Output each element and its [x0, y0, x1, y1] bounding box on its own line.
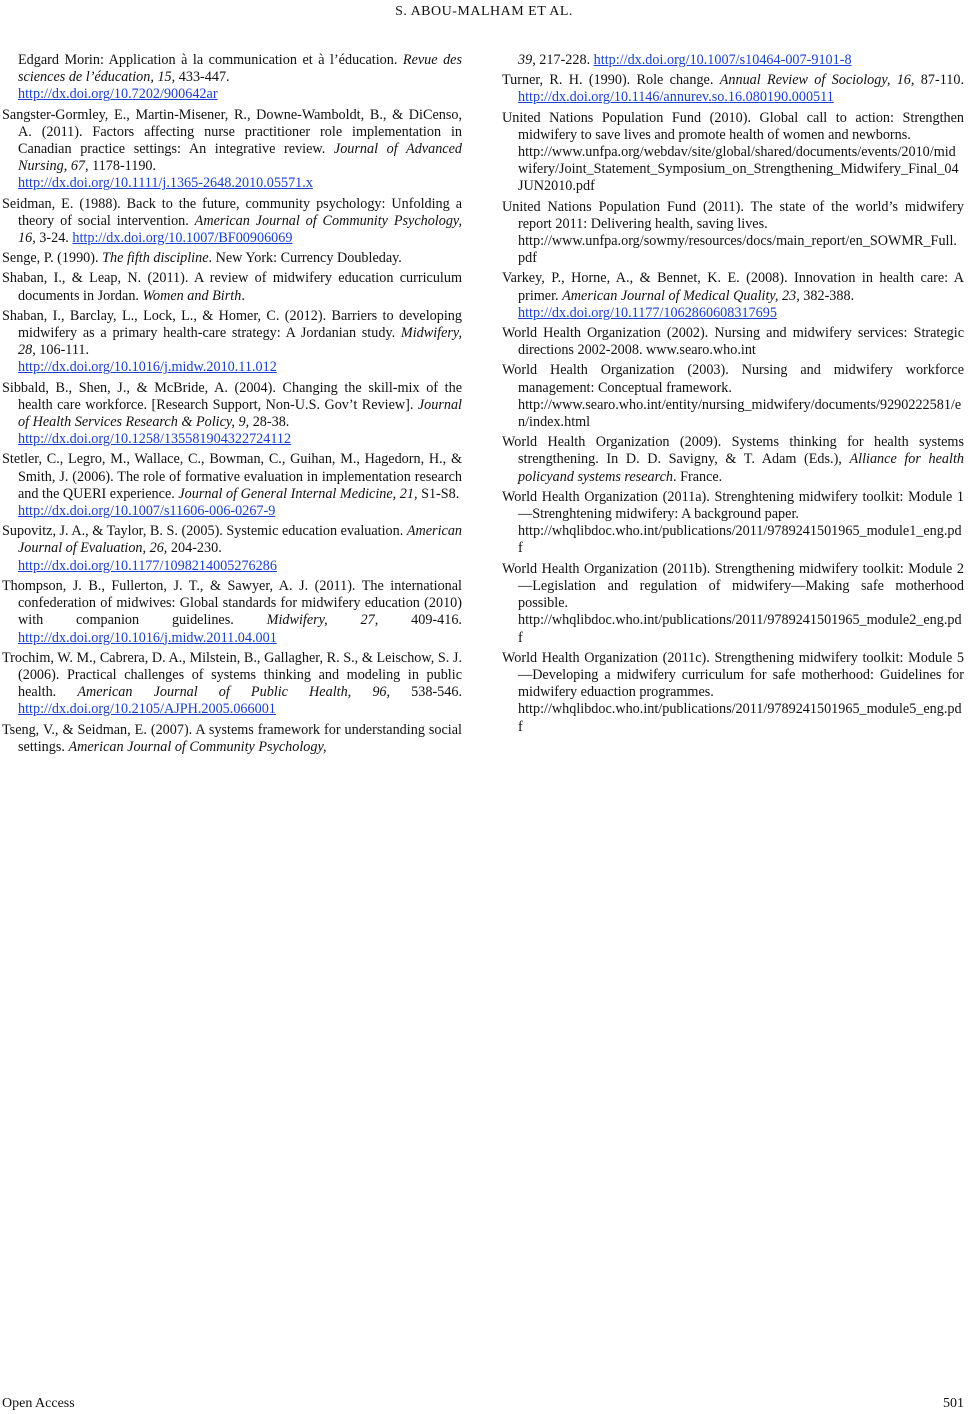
- doi-link[interactable]: http://dx.doi.org/10.1258/135581904322724112: [18, 431, 292, 448]
- doi-link[interactable]: http://dx.doi.org/10.7202/900642ar: [18, 86, 218, 103]
- footer-open-access: Open Access: [2, 1396, 75, 1411]
- reference-list-left: [2, 52, 462, 759]
- doi-link[interactable]: http://dx.doi.org/10.1016/j.midw.2011.04.001: [18, 629, 277, 646]
- running-head: S. ABOU-MALHAM ET AL.: [395, 4, 573, 19]
- reference-item: Trochim, W. M., Cabrera, D. A., Milstein, B., Gallagher, R. S., & Leischow, S. J. (2006). Practical challenges of systems thinking and modeling in public health. American Journal of Public Health, 96, 538-546. http://dx.doi.org/10.2105/AJPH.2005.066001: [2, 649, 462, 718]
- doi-link[interactable]: http://dx.doi.org/10.1007/BF00906069: [72, 230, 293, 247]
- page-number: 501: [943, 1396, 964, 1411]
- doi-link[interactable]: http://dx.doi.org/10.1146/annurev.so.16.080190.000511: [518, 89, 834, 106]
- reference-item: Shaban, I., Barclay, L., Lock, L., & Homer, C. (2012). Barriers to developing midwifery as a primary health-care strategy: A Jordanian study. Midwifery, 28, 106-111. http://dx.doi.org/10.1016/j.midw.2010.11.012: [2, 307, 462, 376]
- reference-item: World Health Organization (2011a). Strenghtening midwifery toolkit: Module 1—Strenghtening midwifery: A background paper. http://whqlibdoc.who.int/publications/2011/9789241501965_module1_eng.pdf: [502, 488, 964, 557]
- url-text: http://whqlibdoc.who.int/publications/2011/9789241501965_module5_eng.pdf: [518, 701, 962, 735]
- reference-item: Varkey, P., Horne, A., & Bennet, K. E. (2008). Innovation in health care: A primer. American Journal of Medical Quality, 23, 382-388. http://dx.doi.org/10.1177/1062860608317695: [502, 270, 964, 321]
- doi-link[interactable]: http://dx.doi.org/10.1016/j.midw.2010.11.012: [18, 359, 277, 376]
- reference-item: World Health Organization (2011b). Strengthening midwifery toolkit: Module 2—Legislation and regulation of midwifery—Making safe motherhood possible. http://whqlibdoc.who.int/publications/2011/9789241501965_module2_eng.pdf: [502, 560, 964, 646]
- reference-item: Sangster-Gormley, E., Martin-Misener, R., Downe-Wamboldt, B., & DiCenso, A. (2011). Factors affecting nurse practitioner role implementation in Canadian practice settings: An integrative review. Journal of Advanced Nursing, 67, 1178-1190. http://dx.doi.org/10.1111/j.1365-2648.2010.05571.x: [2, 106, 462, 192]
- reference-item: Edgard Morin: Application à la communication et à l’éducation. Revue des sciences de l’éducation, 15, 433-447. http://dx.doi.org/10.7202/900642ar: [18, 52, 462, 103]
- reference-item: Turner, R. H. (1990). Role change. Annual Review of Sociology, 16, 87-110. http://dx.doi.org/10.1146/annurev.so.16.080190.000511: [502, 72, 964, 106]
- doi-link[interactable]: http://dx.doi.org/10.1177/1062860608317695: [518, 304, 777, 321]
- url-text: http://www.unfpa.org/webdav/site/global/shared/documents/events/2010/midwifery/Joint_Statement_Symposium_on_Strengthening_Midwifery_Final_04JUN2010.pdf: [518, 144, 959, 195]
- reference-item: United Nations Population Fund (2011). The state of the world’s midwifery report 2011: Delivering health, saving lives. http://www.unfpa.org/sowmy/resources/docs/main_report/en_SOWMR_Full.pdf: [502, 198, 964, 267]
- url-text: http://whqlibdoc.who.int/publications/2011/9789241501965_module1_eng.pdf: [518, 523, 962, 557]
- reference-item: World Health Organization (2009). Systems thinking for health systems strengthening. In D. D. Savigny, & T. Adam (Eds.), Alliance for health policyand systems research. France.: [502, 434, 964, 485]
- reference-item: Shaban, I., & Leap, N. (2011). A review of midwifery education curriculum documents in Jordan. Women and Birth.: [2, 270, 462, 304]
- reference-item: Senge, P. (1990). The fifth discipline. New York: Currency Doubleday.: [2, 250, 402, 267]
- reference-item: World Health Organization (2002). Nursing and midwifery services: Strategic directions 2002-2008. www.searo.who.int: [502, 325, 964, 359]
- doi-link[interactable]: http://dx.doi.org/10.1007/s11606-006-0267-9: [18, 503, 276, 520]
- reference-item: United Nations Population Fund (2010). Global call to action: Strengthen midwifery to save lives and promote health of women and newborns. http://www.unfpa.org/webdav/site/global/shared/documents/events/2010/midwifery/Joint_Statement_Symposium_on_Strengthening_Midwifery_Final_04JUN2010.pdf: [502, 109, 964, 195]
- reference-list-right: [502, 52, 964, 739]
- doi-link[interactable]: http://dx.doi.org/10.1177/1098214005276286: [18, 557, 277, 574]
- reference-item: Tseng, V., & Seidman, E. (2007). A systems framework for understanding social settings. American Journal of Community Psychology,: [2, 721, 462, 755]
- url-text: http://www.unfpa.org/sowmy/resources/docs/main_report/en_SOWMR_Full.pdf: [518, 233, 957, 267]
- url-text: http://www.searo.who.int/entity/nursing_midwifery/documents/9290222581/en/index.html: [518, 396, 962, 431]
- reference-item: Seidman, E. (1988). Back to the future, community psychology: Unfolding a theory of social intervention. American Journal of Community Psychology, 16, 3-24. http://dx.doi.org/10.1007/BF00906069: [2, 195, 462, 247]
- reference-item: World Health Organization (2011c). Strengthening midwifery toolkit: Module 5—Developing a midwifery curriculum for safe motherhood: Guidelines for midwifery eduaction programmes. http://whqlibdoc.who.int/publications/2011/9789241501965_module5_eng.pdf: [502, 649, 964, 735]
- reference-item: Supovitz, J. A., & Taylor, B. S. (2005). Systemic education evaluation. American Journal of Evaluation, 26, 204-230. http://dx.doi.org/10.1177/1098214005276286: [2, 523, 463, 574]
- url-text: http://whqlibdoc.who.int/publications/2011/9789241501965_module2_eng.pdf: [518, 612, 962, 646]
- reference-continuation: 39, 217-228. http://dx.doi.org/10.1007/s10464-007-9101-8: [518, 52, 852, 68]
- reference-item: Thompson, J. B., Fullerton, J. T., & Sawyer, A. J. (2011). The international confederation of midwives: Global standards for midwifery education (2010) with companion guidelines. Midwifery, 27, 409-416. http://dx.doi.org/10.1016/j.midw.2011.04.001: [2, 577, 462, 646]
- reference-item: Sibbald, B., Shen, J., & McBride, A. (2004). Changing the skill-mix of the health care workforce. [Research Support, Non-U.S. Gov’t Review]. Journal of Health Services Research & Policy, 9, 28-38. http://dx.doi.org/10.1258/135581904322724112: [2, 379, 462, 448]
- doi-link[interactable]: http://dx.doi.org/10.2105/AJPH.2005.066001: [18, 701, 276, 718]
- doi-link[interactable]: http://dx.doi.org/10.1111/j.1365-2648.2010.05571.x: [18, 175, 313, 192]
- reference-item: Stetler, C., Legro, M., Wallace, C., Bowman, C., Guihan, M., Hagedorn, H., & Smith, J. (2006). The role of formative evaluation in implementation research and the QUERI experience. Journal of General Internal Medicine, 21, S1-S8. http://dx.doi.org/10.1007/s11606-006-0267-9: [2, 451, 462, 520]
- doi-link[interactable]: http://dx.doi.org/10.1007/s10464-007-9101-8: [593, 52, 852, 68]
- reference-item: World Health Organization (2003). Nursing and midwifery workforce management: Conceptual framework. http://www.searo.who.int/entity/nursing_midwifery/documents/9290222581/en/index.html: [502, 362, 964, 431]
